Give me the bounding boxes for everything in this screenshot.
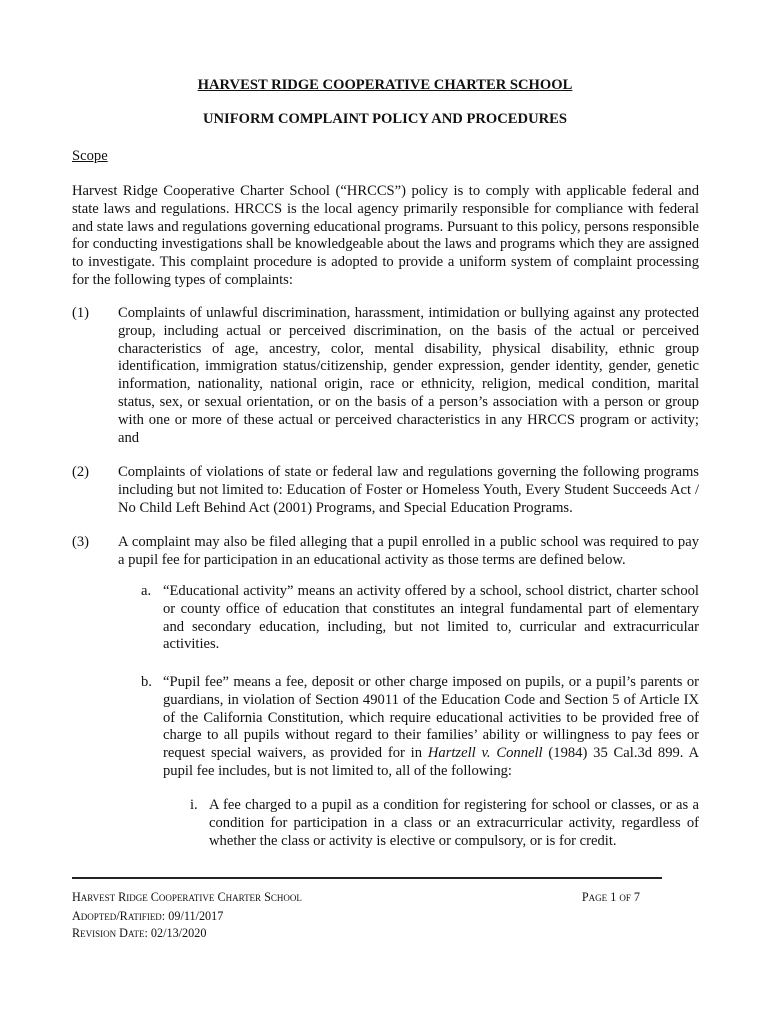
- adopted-date: 09/11/2017: [168, 909, 224, 923]
- scope-heading: Scope: [72, 148, 108, 164]
- list-item: [72, 464, 699, 517]
- sub-list-item: [141, 674, 699, 781]
- revision-label: Revision Date:: [72, 926, 148, 940]
- sub-item-label: a.: [141, 583, 152, 599]
- document-title: HARVEST RIDGE COOPERATIVE CHARTER SCHOOL: [197, 77, 573, 93]
- list-item: [72, 534, 699, 570]
- page-number: Page 1 of 7: [581, 890, 640, 904]
- sub-list-item: [141, 583, 699, 654]
- footer-school-name: Harvest Ridge Cooperative Charter School: [72, 890, 302, 904]
- item-text: Complaints of violations of state or federal law and regulations governing the following programs including but not limited to: Education of Foster or Homeless Youth, Every Student Succeeds Act / No Child Left Behind Act (2001) Programs, and Special Education Programs.: [118, 464, 699, 516]
- footer-line-3: [72, 925, 640, 942]
- item-number: (2): [72, 464, 90, 480]
- revision-date: 02/13/2020: [150, 926, 207, 940]
- footer-divider: [72, 877, 662, 879]
- item-text: A complaint may also be filed alleging that a pupil enrolled in a public school was required to pay a pupil fee for participation in an educational activity as those terms are defined below.: [118, 534, 699, 568]
- footer-line-1: [72, 889, 640, 906]
- sub-item-text-start: “Pupil fee” means a fee, deposit or other charge imposed on pupils, or a pupil’s parents or guardians, in violation of Section 49011 of the Education Code and Section 5 of Article IX of the California Constitution, which require educational activities to be provided free of charge to all pupils without regard to their families’ ability or willingness to pay fees or request special waivers, as provided for in: [163, 674, 699, 762]
- case-citation: Hartzell v. Connell: [427, 745, 543, 762]
- sub-sub-list-item: [190, 797, 699, 850]
- adopted-label: Adopted/Ratified:: [72, 909, 166, 923]
- list-item: [72, 305, 699, 447]
- footer-line-2: [72, 908, 640, 925]
- item-number: (1): [72, 305, 90, 321]
- sub-sub-item-text: A fee charged to a pupil as a condition for registering for school or classes, or as a condition for participation in a class or an extracurricular activity, regardless of whether the class or activity is elective or compulsory, or is for credit.: [209, 797, 699, 849]
- sub-sub-item-label: i.: [190, 797, 198, 813]
- sub-item-text-end: (1984) 35 Cal.3d 899. A pupil fee includes, but is not limited to, all of the following:: [163, 745, 699, 779]
- item-number: (3): [72, 534, 90, 550]
- document-subtitle: UNIFORM COMPLAINT POLICY AND PROCEDURES: [202, 111, 568, 127]
- sub-item-label: b.: [141, 674, 152, 690]
- intro-paragraph: Harvest Ridge Cooperative Charter School (“HRCCS”) policy is to comply with applicable federal and state laws and regulations. HRCCS is the local agency primarily responsible for compliance with federal and state laws and regulations governing educational programs. Pursuant to this policy, persons responsible for conducting investigations shall be knowledgeable about the laws and programs which they are assigned to investigate. This complaint procedure is adopted to provide a uniform system of complaint processing for the following types of complaints:: [72, 183, 699, 288]
- item-text: Complaints of unlawful discrimination, harassment, intimidation or bullying against any protected group, including actual or perceived discrimination, on the basis of the actual or perceived characteristics of age, ancestry, color, mental disability, physical disability, ethnic group identification, immigration status/citizenship, gender expression, gender identity, gender, genetic information, nationality, national origin, race or ethnicity, religion, medical condition, marital status, sex, or sexual orientation, or on the basis of a person’s association with a person or group with one or more of these actual or perceived characteristics in any HRCCS program or activity; and: [118, 305, 699, 446]
- sub-item-text: [163, 674, 699, 781]
- sub-item-text: “Educational activity” means an activity offered by a school, school district, charter school or county office of education that constitutes an integral fundamental part of elementary and secondary education, including, but not limited to, curricular and extracurricular activities.: [163, 583, 699, 653]
